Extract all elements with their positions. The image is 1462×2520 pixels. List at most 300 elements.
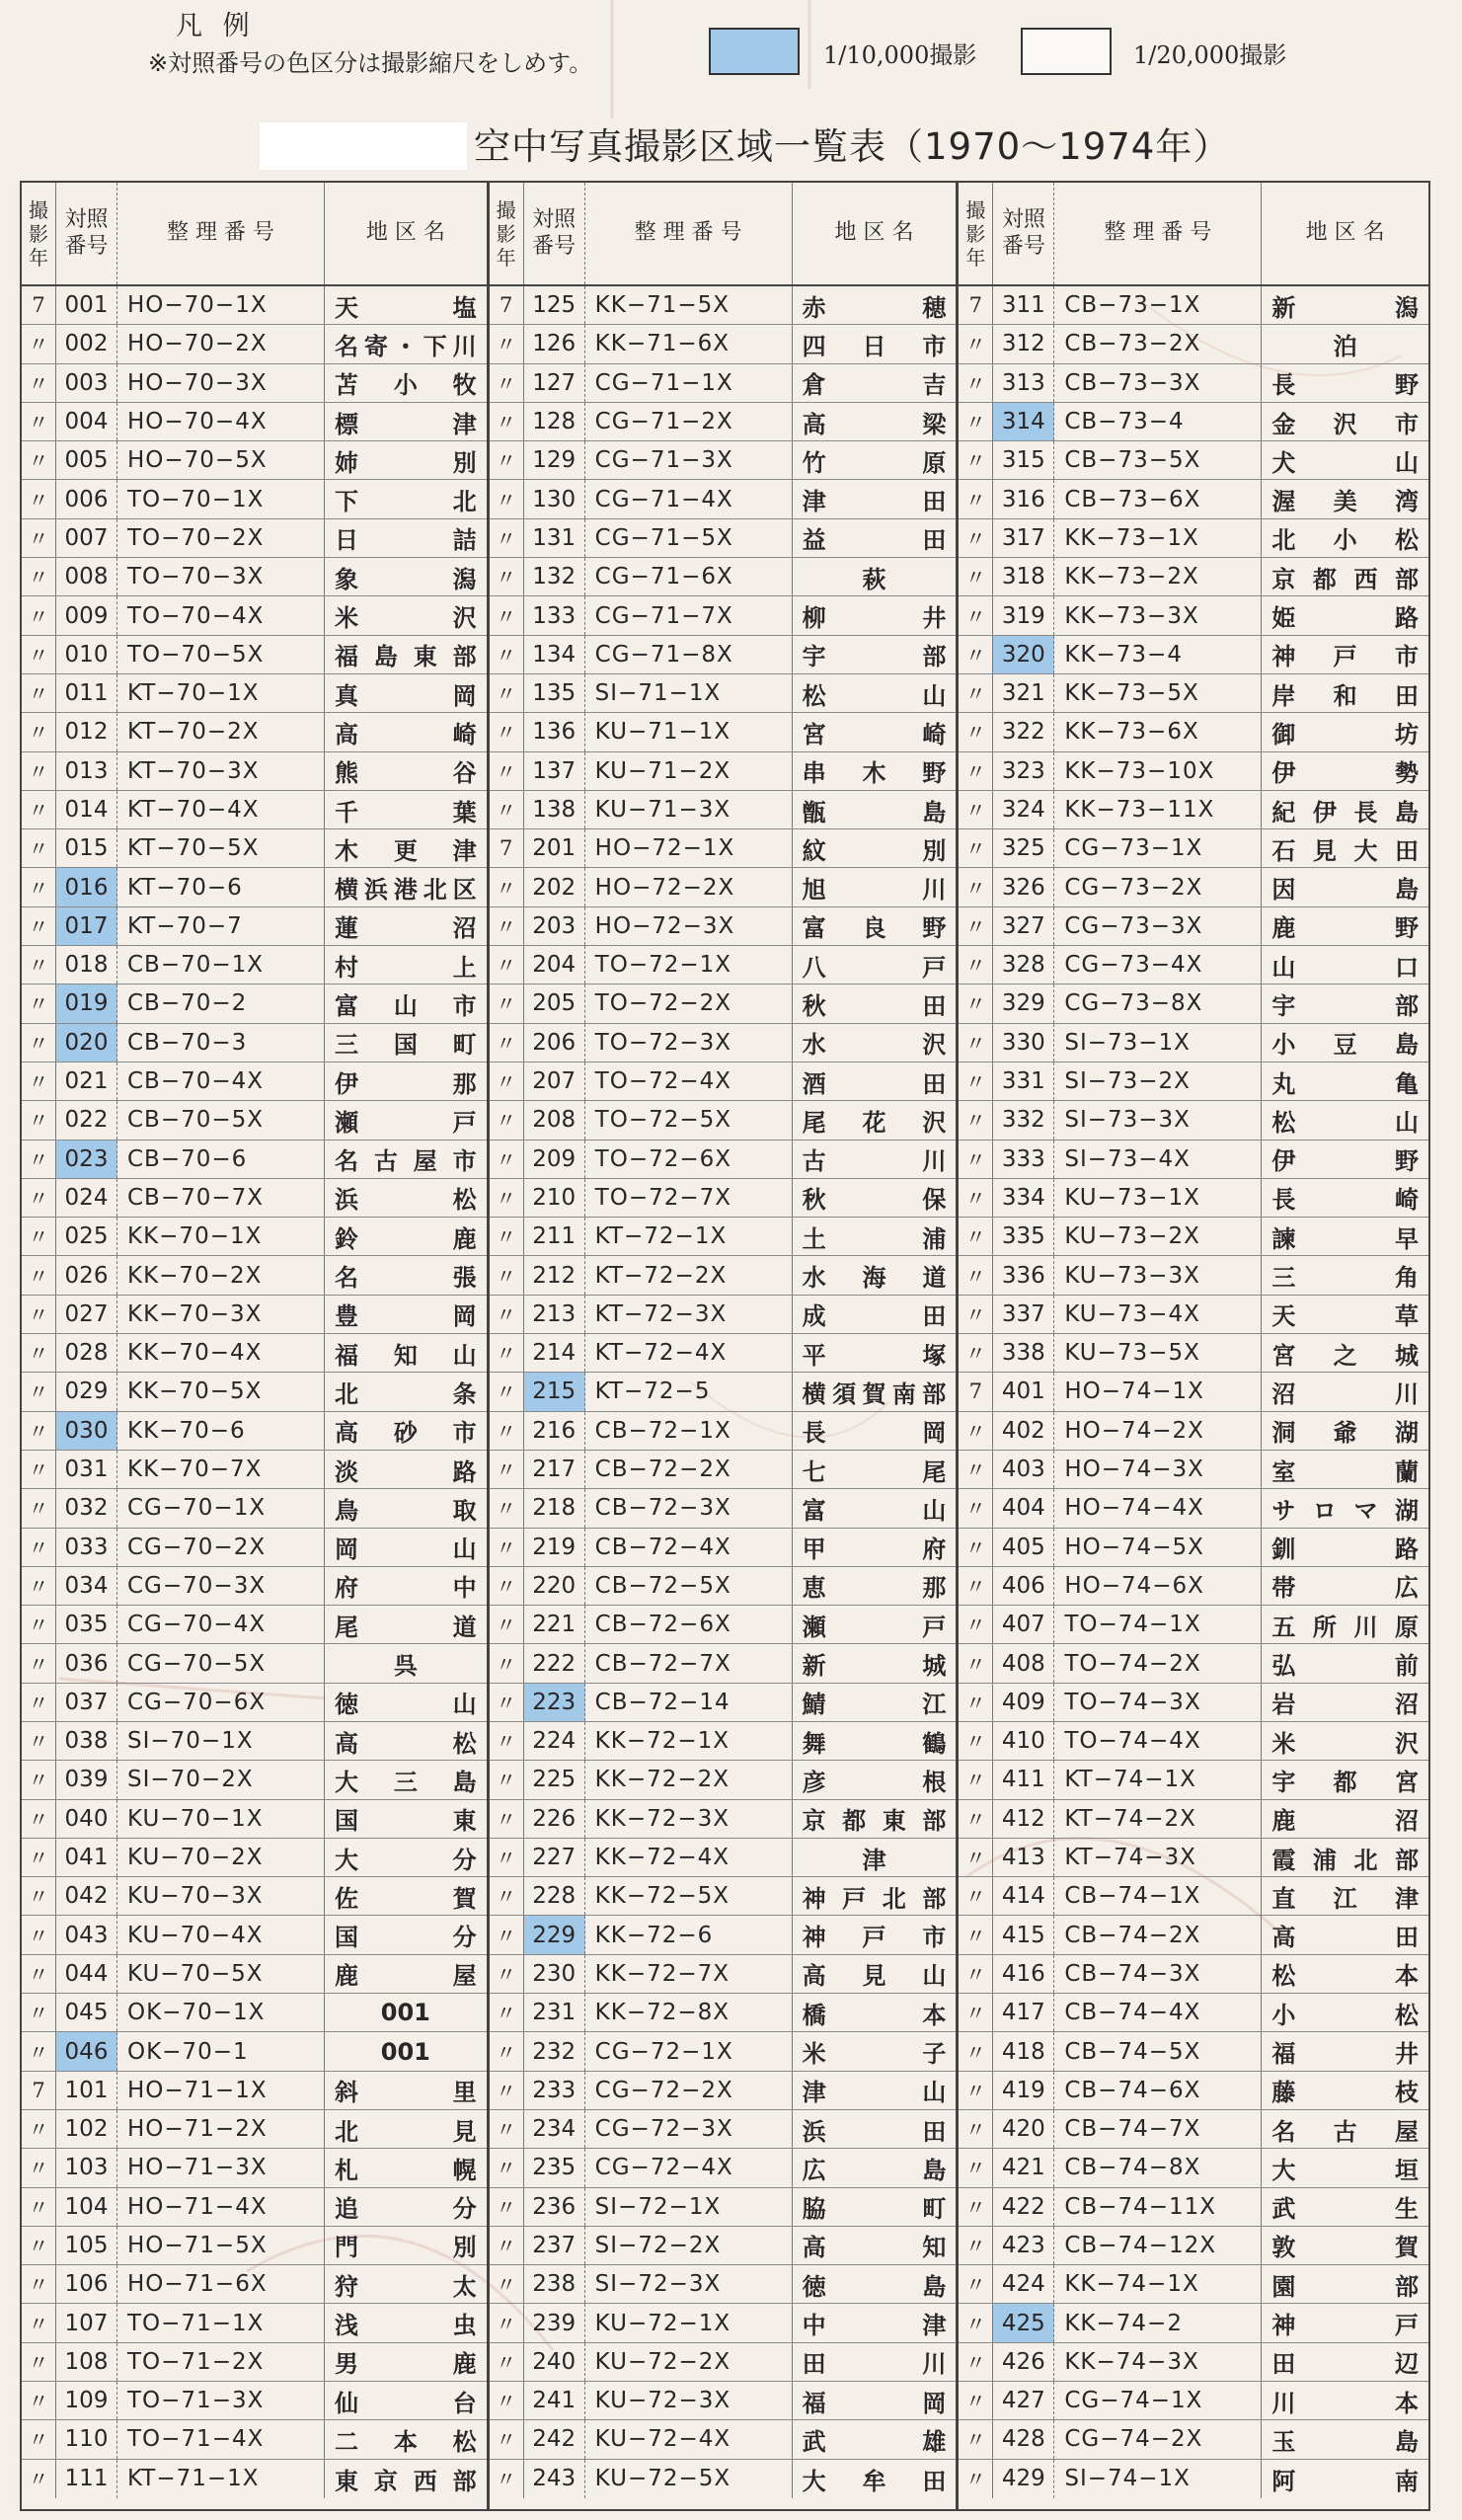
cell-ref: 126 xyxy=(524,325,585,362)
cell-seq: CB−72−1X xyxy=(585,1412,793,1450)
cell-ref: 218 xyxy=(524,1489,585,1527)
cell-ref: 021 xyxy=(56,1063,117,1100)
cell-year: 〃 xyxy=(959,2343,993,2381)
cell-area xyxy=(325,1373,487,1410)
cell-seq: KK−73−5X xyxy=(1054,674,1262,712)
area-name: 大 三 島 xyxy=(335,1768,477,1796)
cell-year: 〃 xyxy=(959,2072,993,2109)
cell-area xyxy=(793,1839,957,1876)
table-row xyxy=(490,1722,957,1761)
cell-area xyxy=(1262,1567,1428,1605)
area-name: 泊 xyxy=(1333,332,1357,360)
table-row xyxy=(490,1489,957,1528)
area-name: 狩 太 xyxy=(335,2272,477,2301)
area-name: 弘 前 xyxy=(1271,1652,1419,1681)
cell-ref: 033 xyxy=(56,1529,117,1566)
cell-seq: KK−73−11X xyxy=(1054,791,1262,828)
area-name: 横 須 賀 南 部 xyxy=(802,1379,947,1408)
cell-seq: KU−72−1X xyxy=(585,2304,793,2341)
cell-year: 7 xyxy=(22,286,56,324)
cell-area xyxy=(1262,2188,1428,2226)
area-name: 宮 崎 xyxy=(802,720,947,748)
cell-year: 〃 xyxy=(959,1063,993,1100)
cell-area xyxy=(325,2188,487,2226)
cell-area xyxy=(1262,946,1428,984)
cell-year: 〃 xyxy=(490,1606,524,1643)
cell-ref: 209 xyxy=(524,1141,585,1178)
area-name: 横 浜 港 北 区 xyxy=(335,876,477,905)
cell-seq: OK−70−1 xyxy=(117,2032,325,2070)
cell-area xyxy=(325,2265,487,2303)
cell-year: 〃 xyxy=(959,364,993,402)
cell-year: 〃 xyxy=(22,1063,56,1100)
cell-ref: 416 xyxy=(993,1955,1054,1993)
cell-seq: KU−72−4X xyxy=(585,2420,793,2458)
cell-area xyxy=(1262,2420,1428,2458)
table-row xyxy=(959,946,1428,984)
cell-ref: 412 xyxy=(993,1800,1054,1838)
cell-year: 〃 xyxy=(959,1024,993,1062)
table-row xyxy=(959,1955,1428,1994)
table-row xyxy=(959,674,1428,713)
cell-year: 〃 xyxy=(959,984,993,1022)
area-name: 瀬 戸 xyxy=(802,1613,947,1641)
table-row xyxy=(22,596,487,635)
cell-ref: 238 xyxy=(524,2265,585,2303)
area-name: 神 戸 市 xyxy=(1271,643,1419,671)
cell-year: 〃 xyxy=(22,403,56,440)
area-name: 浜 田 xyxy=(802,2117,947,2146)
cell-area xyxy=(793,558,957,595)
table-row xyxy=(22,636,487,674)
cell-area xyxy=(325,2304,487,2341)
area-name: 石 見 大 田 xyxy=(1271,836,1419,865)
cell-ref: 132 xyxy=(524,558,585,595)
cell-seq: CG−70−4X xyxy=(117,1606,325,1643)
cell-ref: 137 xyxy=(524,752,585,790)
cell-ref: 405 xyxy=(993,1529,1054,1566)
area-name: 府 中 xyxy=(335,1574,477,1603)
cell-seq: KU−70−5X xyxy=(117,1955,325,1993)
cell-area xyxy=(325,752,487,790)
area-name: 日 詰 xyxy=(335,526,477,555)
table-row xyxy=(959,1684,1428,1722)
cell-area xyxy=(325,636,487,673)
cell-ref: 016 xyxy=(56,868,117,906)
cell-area xyxy=(1262,403,1428,440)
cell-year: 〃 xyxy=(490,2110,524,2148)
table-row xyxy=(490,1994,957,2032)
area-name: 真 岡 xyxy=(335,681,477,710)
cell-year: 〃 xyxy=(959,907,993,945)
cell-area xyxy=(1262,1839,1428,1876)
area-name: 松 山 xyxy=(1271,1108,1419,1137)
cell-area xyxy=(793,2304,957,2341)
cell-area xyxy=(793,1567,957,1605)
cell-year: 〃 xyxy=(959,636,993,673)
cell-seq: CG−71−4X xyxy=(585,480,793,517)
cell-ref: 409 xyxy=(993,1684,1054,1721)
area-name: 津 xyxy=(862,1846,886,1874)
area-name: サ ロ マ 湖 xyxy=(1271,1496,1419,1525)
table-row xyxy=(22,1839,487,1877)
table-row xyxy=(490,2420,957,2459)
table-row xyxy=(490,984,957,1023)
area-name: 新 城 xyxy=(802,1652,947,1681)
cell-year: 〃 xyxy=(22,1218,56,1255)
area-name: 佐 賀 xyxy=(335,1884,477,1913)
table-row xyxy=(22,2420,487,2459)
cell-area xyxy=(793,1101,957,1139)
area-name: 松 山 xyxy=(802,681,947,710)
cell-area xyxy=(325,1839,487,1876)
table-row xyxy=(959,752,1428,791)
cell-year: 〃 xyxy=(959,752,993,790)
area-name: 宇 都 宮 xyxy=(1271,1768,1419,1796)
cell-ref: 013 xyxy=(56,752,117,790)
cell-area xyxy=(1262,2110,1428,2148)
cell-year: 〃 xyxy=(490,2382,524,2419)
cell-area xyxy=(1262,1955,1428,1993)
cell-ref: 314 xyxy=(993,403,1054,440)
cell-year: 〃 xyxy=(22,1722,56,1760)
cell-area xyxy=(325,2032,487,2070)
table-row xyxy=(22,1684,487,1722)
cell-area xyxy=(1262,752,1428,790)
table-row xyxy=(490,868,957,906)
cell-seq: KK−72−8X xyxy=(585,1994,793,2031)
cell-year: 〃 xyxy=(490,791,524,828)
area-name: 小 豆 島 xyxy=(1271,1031,1419,1060)
cell-seq: TO−70−4X xyxy=(117,596,325,634)
cell-ref: 138 xyxy=(524,791,585,828)
area-name: 熊 谷 xyxy=(335,759,477,788)
table-row xyxy=(490,2072,957,2110)
cell-year: 〃 xyxy=(22,1606,56,1643)
cell-ref: 324 xyxy=(993,791,1054,828)
cell-ref: 334 xyxy=(993,1179,1054,1217)
cell-ref: 105 xyxy=(56,2227,117,2264)
cell-ref: 215 xyxy=(524,1373,585,1410)
area-name: 鯖 江 xyxy=(802,1691,947,1719)
area-name: 成 田 xyxy=(802,1302,947,1331)
cell-ref: 006 xyxy=(56,480,117,517)
table-row xyxy=(22,2382,487,2420)
table-row xyxy=(490,1839,957,1877)
cell-ref: 133 xyxy=(524,596,585,634)
legend-swatch-1-10000 xyxy=(709,28,800,75)
cell-area xyxy=(325,984,487,1022)
table-row xyxy=(22,1141,487,1179)
table-row xyxy=(490,403,957,441)
cell-seq: KK−71−6X xyxy=(585,325,793,362)
cell-ref: 106 xyxy=(56,2265,117,2303)
cell-year: 7 xyxy=(959,286,993,324)
cell-year: 〃 xyxy=(22,2343,56,2381)
cell-seq: HO−72−2X xyxy=(585,868,793,906)
area-name: 益 田 xyxy=(802,526,947,555)
area-name: 御 坊 xyxy=(1271,720,1419,748)
area-name: 大 分 xyxy=(335,1846,477,1874)
cell-seq: CG−72−2X xyxy=(585,2072,793,2109)
table-row xyxy=(490,907,957,946)
cell-seq: KU−70−4X xyxy=(117,1916,325,1953)
area-name: 札 幌 xyxy=(335,2156,477,2184)
area-name: 萩 xyxy=(862,565,886,593)
area-name: 名 張 xyxy=(335,1264,477,1293)
cell-seq: TO−72−3X xyxy=(585,1024,793,1062)
cell-seq: HO−72−3X xyxy=(585,907,793,945)
table-block-3 xyxy=(959,183,1428,2509)
cell-ref: 312 xyxy=(993,325,1054,362)
table-row xyxy=(490,2382,957,2420)
cell-area xyxy=(793,1451,957,1488)
cell-area xyxy=(325,1256,487,1294)
table-row xyxy=(22,1296,487,1334)
cell-seq: TO−70−2X xyxy=(117,519,325,557)
cell-year: 〃 xyxy=(490,558,524,595)
cell-area xyxy=(1262,1761,1428,1798)
cell-seq: KT−74−3X xyxy=(1054,1839,1262,1876)
area-name: 因 島 xyxy=(1271,876,1419,905)
cell-year: 7 xyxy=(490,829,524,867)
area-name: 米 子 xyxy=(802,2040,947,2068)
cell-year: 〃 xyxy=(959,2420,993,2458)
cell-year: 〃 xyxy=(959,1877,993,1915)
cell-ref: 210 xyxy=(524,1179,585,1217)
page-title: 空中写真撮影区域一覧表（1970〜1974年） xyxy=(474,125,1231,168)
area-name: 土 浦 xyxy=(802,1224,947,1253)
area-name: 秋 田 xyxy=(802,991,947,1020)
cell-ref: 229 xyxy=(524,1916,585,1953)
table-row xyxy=(22,1529,487,1567)
cell-area xyxy=(793,1916,957,1953)
cell-year: 〃 xyxy=(490,752,524,790)
cell-seq: CB−74−12X xyxy=(1054,2227,1262,2264)
table-row xyxy=(959,286,1428,325)
cell-area xyxy=(325,2343,487,2381)
cell-ref: 320 xyxy=(993,636,1054,673)
cell-year: 〃 xyxy=(959,946,993,984)
cell-area xyxy=(793,480,957,517)
cell-seq: CB−73−2X xyxy=(1054,325,1262,362)
area-name: 甲 府 xyxy=(802,1536,947,1564)
cell-area xyxy=(325,1994,487,2031)
cell-seq: KK−73−6X xyxy=(1054,713,1262,750)
table-row xyxy=(959,558,1428,596)
cell-seq: KK−72−5X xyxy=(585,1877,793,1915)
cell-seq: CG−70−1X xyxy=(117,1489,325,1527)
cell-ref: 104 xyxy=(56,2188,117,2226)
table-row xyxy=(959,2265,1428,2304)
area-name: 高 崎 xyxy=(335,720,477,748)
table-row xyxy=(959,868,1428,906)
cell-ref: 315 xyxy=(993,441,1054,479)
cell-year: 〃 xyxy=(22,713,56,750)
cell-year: 〃 xyxy=(22,2227,56,2264)
table-row xyxy=(22,325,487,363)
table-row xyxy=(959,1644,1428,1683)
cell-year: 〃 xyxy=(490,1024,524,1062)
cell-ref: 413 xyxy=(993,1839,1054,1876)
table-row xyxy=(490,2460,957,2498)
cell-area xyxy=(1262,596,1428,634)
cell-ref: 326 xyxy=(993,868,1054,906)
cell-ref: 428 xyxy=(993,2420,1054,2458)
cell-area xyxy=(325,1063,487,1100)
cell-year: 〃 xyxy=(22,2304,56,2341)
area-name: 新 潟 xyxy=(1271,293,1419,322)
area-name: 山 口 xyxy=(1271,953,1419,982)
cell-year: 〃 xyxy=(959,558,993,595)
cell-area xyxy=(325,2110,487,2148)
cell-ref: 420 xyxy=(993,2110,1054,2148)
table-row xyxy=(959,1218,1428,1256)
cell-ref: 425 xyxy=(993,2304,1054,2341)
cell-area xyxy=(793,2382,957,2419)
area-name: 福 井 xyxy=(1271,2040,1419,2068)
table-row xyxy=(22,1063,487,1101)
table-row xyxy=(22,713,487,751)
cell-area xyxy=(325,519,487,557)
cell-area xyxy=(325,1024,487,1062)
table-row xyxy=(959,1489,1428,1528)
cell-area xyxy=(1262,1101,1428,1139)
table-row xyxy=(490,2110,957,2149)
cell-year: 〃 xyxy=(490,1644,524,1682)
table-row xyxy=(959,1567,1428,1606)
cell-ref: 015 xyxy=(56,829,117,867)
cell-seq: CG−70−5X xyxy=(117,1644,325,1682)
area-name: 富 山 xyxy=(802,1496,947,1525)
cell-area xyxy=(325,1218,487,1255)
cell-year: 〃 xyxy=(22,1256,56,1294)
cell-ref: 103 xyxy=(56,2149,117,2186)
cell-ref: 423 xyxy=(993,2227,1054,2264)
table-row xyxy=(22,1101,487,1140)
cell-ref: 028 xyxy=(56,1334,117,1372)
cell-seq: CB−72−14 xyxy=(585,1684,793,1721)
area-name: 標 津 xyxy=(335,410,477,438)
cell-ref: 037 xyxy=(56,1684,117,1721)
table-row xyxy=(22,946,487,984)
area-name: 園 部 xyxy=(1271,2272,1419,2301)
table-row xyxy=(22,1256,487,1295)
cell-seq: KT−70−3X xyxy=(117,752,325,790)
area-name: 旭 川 xyxy=(802,876,947,905)
cell-year: 7 xyxy=(22,2072,56,2109)
cell-area xyxy=(1262,2265,1428,2303)
cell-year: 〃 xyxy=(959,1839,993,1876)
cell-area xyxy=(793,907,957,945)
area-name: 川 本 xyxy=(1271,2389,1419,2417)
cell-year: 〃 xyxy=(22,1955,56,1993)
cell-ref: 036 xyxy=(56,1644,117,1682)
cell-area xyxy=(1262,907,1428,945)
cell-seq: HO−71−5X xyxy=(117,2227,325,2264)
area-name: 東 京 西 部 xyxy=(335,2467,477,2495)
area-name: 鹿 野 xyxy=(1271,914,1419,943)
area-name: 宮 之 城 xyxy=(1271,1341,1419,1370)
cell-ref: 401 xyxy=(993,1373,1054,1410)
table-row xyxy=(490,1218,957,1256)
cell-area xyxy=(793,1063,957,1100)
cell-seq: KK−73−4 xyxy=(1054,636,1262,673)
cell-ref: 336 xyxy=(993,1256,1054,1294)
cell-year: 〃 xyxy=(490,2072,524,2109)
cell-area xyxy=(793,2149,957,2186)
cell-seq: HO−74−4X xyxy=(1054,1489,1262,1527)
cell-area xyxy=(793,2072,957,2109)
cell-ref: 402 xyxy=(993,1412,1054,1450)
area-name: 呉 xyxy=(393,1652,418,1681)
table-row xyxy=(490,1101,957,1140)
table-header xyxy=(490,183,957,286)
cell-year: 〃 xyxy=(490,480,524,517)
cell-seq: TO−72−4X xyxy=(585,1063,793,1100)
table-row xyxy=(959,1334,1428,1373)
cell-year: 〃 xyxy=(959,480,993,517)
area-name: 沼 川 xyxy=(1271,1379,1419,1408)
cell-ref: 338 xyxy=(993,1334,1054,1372)
cell-year: 〃 xyxy=(22,1684,56,1721)
cell-area xyxy=(325,1761,487,1798)
cell-seq: CB−72−7X xyxy=(585,1644,793,1682)
cell-year: 〃 xyxy=(959,1529,993,1566)
cell-area xyxy=(1262,1179,1428,1217)
area-name: 徳 山 xyxy=(335,1691,477,1719)
cell-year: 〃 xyxy=(490,1800,524,1838)
cell-area xyxy=(325,1489,487,1527)
cell-year: 〃 xyxy=(22,1489,56,1527)
cell-seq: CB−73−1X xyxy=(1054,286,1262,324)
cell-ref: 429 xyxy=(993,2460,1054,2498)
area-name: 長 崎 xyxy=(1271,1186,1419,1215)
cell-ref: 313 xyxy=(993,364,1054,402)
area-name: 木 更 津 xyxy=(335,836,477,865)
cell-ref: 319 xyxy=(993,596,1054,634)
cell-area xyxy=(1262,636,1428,673)
cell-year: 〃 xyxy=(959,1606,993,1643)
cell-ref: 426 xyxy=(993,2343,1054,2381)
table-row xyxy=(959,1256,1428,1295)
cell-year: 〃 xyxy=(490,2420,524,2458)
table-row xyxy=(490,1256,957,1295)
area-name: 柳 井 xyxy=(802,604,947,633)
cell-year: 〃 xyxy=(959,1955,993,1993)
cell-ref: 406 xyxy=(993,1567,1054,1605)
table-row xyxy=(959,1141,1428,1179)
cell-seq: KT−72−5 xyxy=(585,1373,793,1410)
cell-seq: CB−70−7X xyxy=(117,1179,325,1217)
cell-area xyxy=(793,286,957,324)
cell-seq: KT−70−5X xyxy=(117,829,325,867)
table-row xyxy=(959,2072,1428,2110)
table-row xyxy=(22,441,487,480)
cell-seq: TO−72−7X xyxy=(585,1179,793,1217)
table-row xyxy=(490,2304,957,2342)
cell-area xyxy=(1262,1063,1428,1100)
cell-area xyxy=(1262,1722,1428,1760)
area-name: 仙 台 xyxy=(335,2389,477,2417)
cell-year: 〃 xyxy=(490,2265,524,2303)
cell-seq: CB−72−4X xyxy=(585,1529,793,1566)
cell-year: 〃 xyxy=(490,441,524,479)
table-row xyxy=(22,519,487,558)
area-name: 苫 小 牧 xyxy=(335,371,477,400)
cell-area xyxy=(793,752,957,790)
cell-ref: 135 xyxy=(524,674,585,712)
